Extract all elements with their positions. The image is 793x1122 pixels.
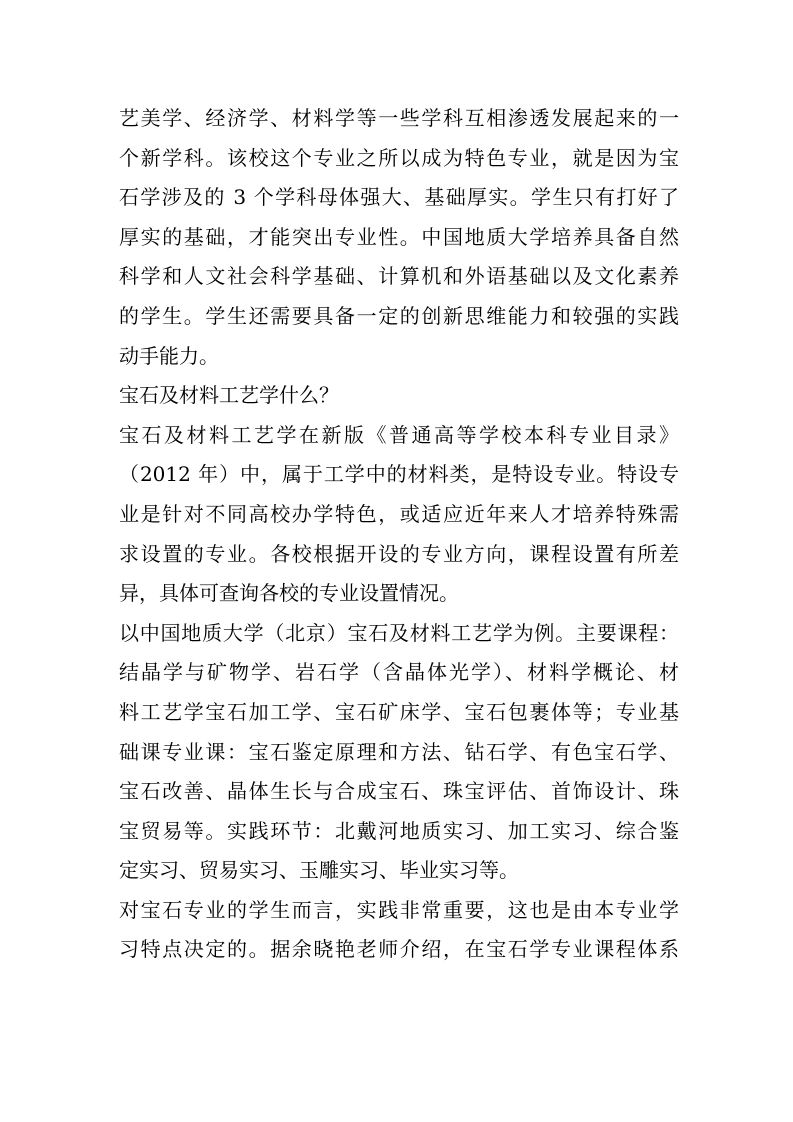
text-line: 料工艺学宝石加工学、宝石矿床学、宝石包裹体等；专业基 bbox=[119, 699, 679, 724]
text-line: 定实习、贸易实习、玉雕实习、毕业实习等。 bbox=[119, 858, 519, 883]
document-body bbox=[119, 99, 679, 970]
text-line: 结晶学与矿物学、岩石学（含晶体光学）、材料学概论、材 bbox=[119, 660, 679, 685]
text-line: 业是针对不同高校办学特色，或适应近年来人才培养特殊需 bbox=[119, 501, 679, 526]
text-line: 宝石及材料工艺学在新版《普通高等学校本科专业目录》 bbox=[119, 422, 679, 447]
text-line: 动手能力。 bbox=[119, 343, 219, 368]
text-line: 求设置的专业。各校根据开设的专业方向，课程设置有所差 bbox=[119, 541, 679, 566]
text-line: 科学和人文社会科学基础、计算机和外语基础以及文化素养 bbox=[119, 264, 679, 289]
text-line: 以中国地质大学（北京）宝石及材料工艺学为例。主要课程： bbox=[119, 620, 679, 645]
text-line: 个新学科。该校这个专业之所以成为特色专业，就是因为宝 bbox=[119, 145, 679, 170]
text-line: （2012 年）中，属于工学中的材料类，是特设专业。特设专 bbox=[119, 462, 679, 487]
text-line: 础课专业课：宝石鉴定原理和方法、钻石学、有色宝石学、 bbox=[119, 739, 679, 764]
text-line: 厚实的基础，才能突出专业性。中国地质大学培养具备自然 bbox=[119, 224, 679, 249]
text-line: 对宝石专业的学生而言，实践非常重要，这也是由本专业学 bbox=[119, 897, 679, 922]
text-line: 艺美学、经济学、材料学等一些学科互相渗透发展起来的一 bbox=[119, 106, 679, 130]
text-line: 习特点决定的。据余晓艳老师介绍，在宝石学专业课程体系 bbox=[119, 937, 679, 962]
text-line: 宝贸易等。实践环节：北戴河地质实习、加工实习、综合鉴 bbox=[119, 818, 679, 843]
text-line: 宝石改善、晶体生长与合成宝石、珠宝评估、首饰设计、珠 bbox=[119, 779, 679, 804]
section-question: 宝石及材料工艺学什么？ bbox=[119, 383, 339, 408]
text-line: 的学生。学生还需要具备一定的创新思维能力和较强的实践 bbox=[119, 303, 679, 328]
text-line: 石学涉及的 3 个学科母体强大、基础厚实。学生只有打好了 bbox=[119, 185, 679, 210]
text-line: 异，具体可查询各校的专业设置情况。 bbox=[119, 581, 459, 606]
